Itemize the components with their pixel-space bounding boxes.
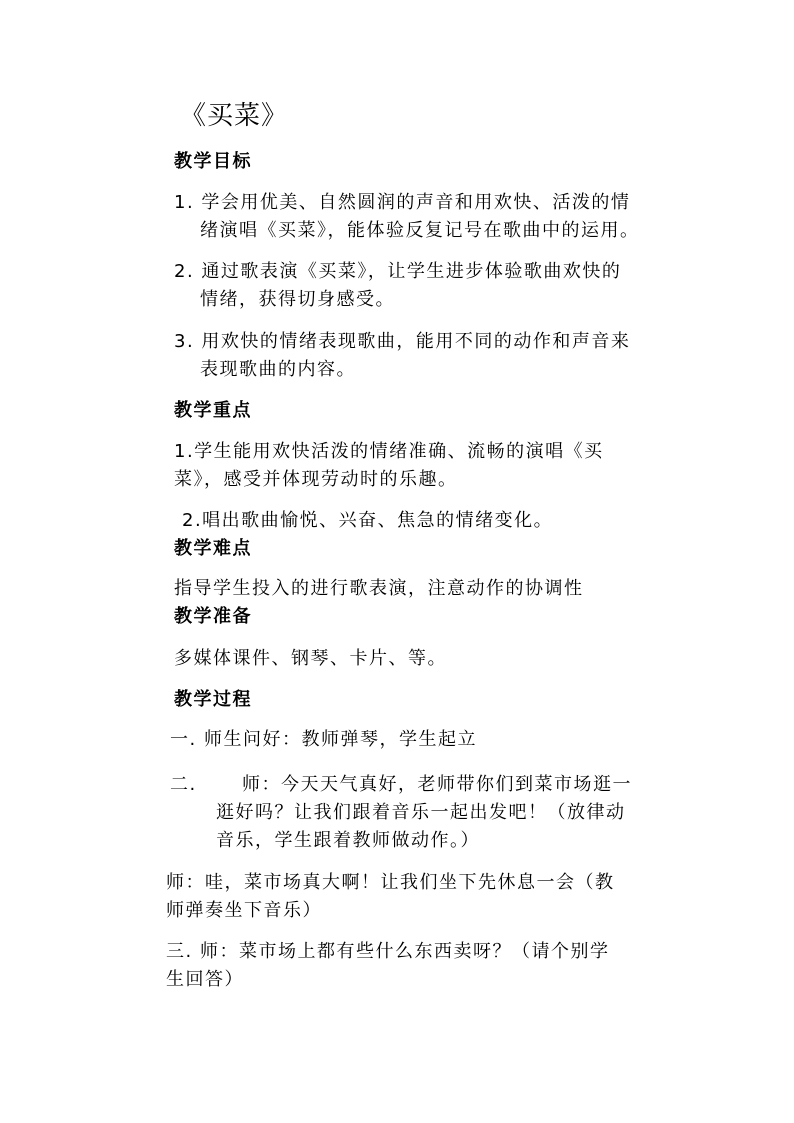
process-step-3-line1: 三. 师：菜市场上都有些什么东西卖呀？（请个别学 — [166, 941, 610, 962]
process-step-2-marker: 二. — [170, 774, 197, 795]
key-points-heading: 教学重点 — [174, 400, 252, 421]
process-step-2-line1: 师：今天天气真好，老师带你们到菜市场逛一 — [242, 774, 632, 795]
document-title: 《买菜》 — [180, 101, 289, 131]
process-step-3-line2: 生回答） — [166, 969, 244, 990]
process-step-2-line2: 逛好吗？让我们跟着音乐一起出发吧！（放律动 — [216, 802, 626, 823]
key-point-2: 2.唱出歌曲愉悦、兴奋、焦急的情绪变化。 — [182, 510, 554, 531]
preparation-heading: 教学准备 — [174, 606, 252, 627]
objectives-heading: 教学目标 — [174, 151, 252, 172]
objective-3-line2: 表现歌曲的内容。 — [200, 359, 356, 380]
objective-3-line1: 3. 用欢快的情绪表现歌曲，能用不同的动作和声音来 — [174, 331, 631, 352]
key-point-1-line2: 菜》，感受并体现劳动时的乐趣。 — [174, 469, 458, 490]
process-heading: 教学过程 — [174, 689, 252, 710]
difficulty-text: 指导学生投入的进行歌表演，注意动作的协调性 — [174, 578, 584, 599]
key-point-1-line1: 1.学生能用欢快活泼的情绪准确、流畅的演唱《买 — [174, 441, 604, 462]
process-step-2-line3: 音乐，学生跟着教师做动作。） — [216, 830, 480, 851]
difficulty-heading: 教学难点 — [174, 538, 252, 559]
objective-2-line2: 情绪，获得切身感受。 — [200, 289, 395, 310]
preparation-text: 多媒体课件、钢琴、卡片、等。 — [174, 648, 447, 669]
process-paragraph-line2: 师弹奏坐下音乐） — [166, 900, 322, 921]
objective-2-line1: 2. 通过歌表演《买菜》，让学生进步体验歌曲欢快的 — [174, 261, 622, 282]
process-step-1: 一. 师生问好：教师弹琴，学生起立 — [170, 729, 477, 750]
objective-1-line2: 绪演唱《买菜》，能体验反复记号在歌曲中的运用。 — [200, 220, 640, 241]
objective-1-line1: 1. 学会用优美、自然圆润的声音和用欢快、活泼的情 — [174, 192, 631, 213]
process-paragraph-line1: 师：哇，菜市场真大啊！让我们坐下先休息一会（教 — [166, 872, 615, 893]
